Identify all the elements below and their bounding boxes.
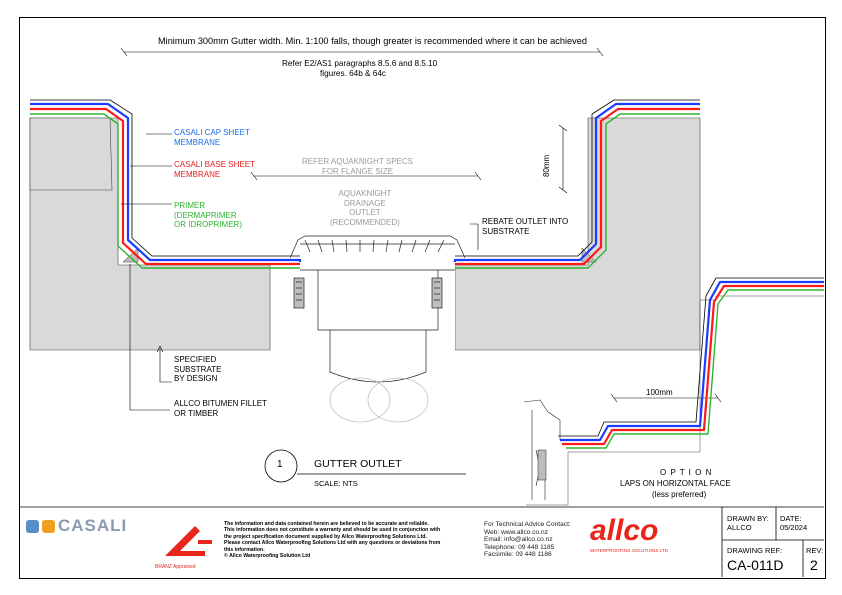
casali-logo	[26, 516, 127, 536]
date-label: DATE:	[780, 514, 802, 523]
fillet-label: ALLCO BITUMEN FILLET OR TIMBER	[174, 399, 267, 418]
allco-wordmark: allco	[590, 514, 659, 547]
substrate-label: SPECIFIED SUBSTRATE BY DESIGN	[174, 355, 222, 383]
detail-number: 1	[277, 459, 283, 470]
rev-label: REV:	[806, 546, 824, 555]
option-label: O P T I O N	[660, 468, 713, 477]
casali-icon-2	[42, 520, 55, 533]
base-sheet-label: CASALI BASE SHEET MEMBRANE	[174, 160, 255, 179]
casali-icon	[26, 520, 39, 533]
drawn-by-value: ALLCO	[727, 523, 752, 532]
rev-value: 2	[810, 557, 818, 573]
allco-logo	[590, 516, 668, 553]
aquaknight-outlet-label: AQUAKNIGHT DRAINAGE OUTLET (RECOMMENDED)	[330, 189, 400, 227]
cap-sheet-label: CASALI CAP SHEET MEMBRANE	[174, 128, 250, 147]
branz-logo	[160, 520, 220, 564]
refer-note-2: figures. 64b & 64c	[320, 69, 386, 78]
drawing-ref-label: DRAWING REF:	[727, 546, 783, 555]
aquaknight-specs-label: REFER AQUAKNIGHT SPECS FOR FLANGE SIZE	[302, 157, 413, 176]
dim-100-label: 100mm	[646, 388, 673, 397]
height-80-label: 80mm	[542, 154, 551, 177]
allco-sub: WATERPROOFING SOLUTIONS LTD	[590, 548, 669, 553]
refer-note-1: Refer E2/AS1 paragraphs 8.5.6 and 8.5.10	[282, 59, 438, 68]
detail-title: GUTTER OUTLET	[314, 458, 402, 470]
rebate-label: REBATE OUTLET INTO SUBSTRATE	[482, 217, 569, 236]
drawing-ref-value: CA-011D	[727, 557, 784, 573]
contact-info: For Technical Advice Contact: Web: www.allco.co.nz Email: info@allco.co.nz Telephone: 09 448 1185 Facsimile: 09 448 1186	[484, 521, 571, 559]
leader-substrate	[157, 346, 172, 382]
primer-label: PRIMER (DERMAPRIMER OR IDROPRIMER)	[174, 201, 242, 229]
top-dimension	[121, 48, 603, 56]
top-note: Minimum 300mm Gutter width. Min. 1:100 falls, though greater is recommended where it can be achieved	[158, 36, 587, 46]
casali-wordmark: CASALI	[58, 516, 128, 535]
detail-scale: SCALE: NTS	[314, 479, 358, 488]
drawn-by-label: DRAWN BY:	[727, 514, 769, 523]
disclaimer: The information and data contained herein are believed to be accurate and reliable. This information does not constitute a warranty and should be used in conjunction with the project specification document supplied by Allco Waterproofing Solutions Ltd. Please contact Allco Waterproofing Solutions Ltd with any questions or deviations from this information. © Allco Waterproofing Solution Ltd	[224, 521, 441, 560]
option-pref-label: (less preferred)	[652, 490, 707, 499]
option-sub-label: LAPS ON HORIZONTAL FACE	[620, 479, 731, 488]
concrete-left-cap	[30, 118, 112, 190]
branz-label: BRANZ Appraised	[155, 564, 196, 570]
date-value: 05/2024	[780, 523, 808, 532]
